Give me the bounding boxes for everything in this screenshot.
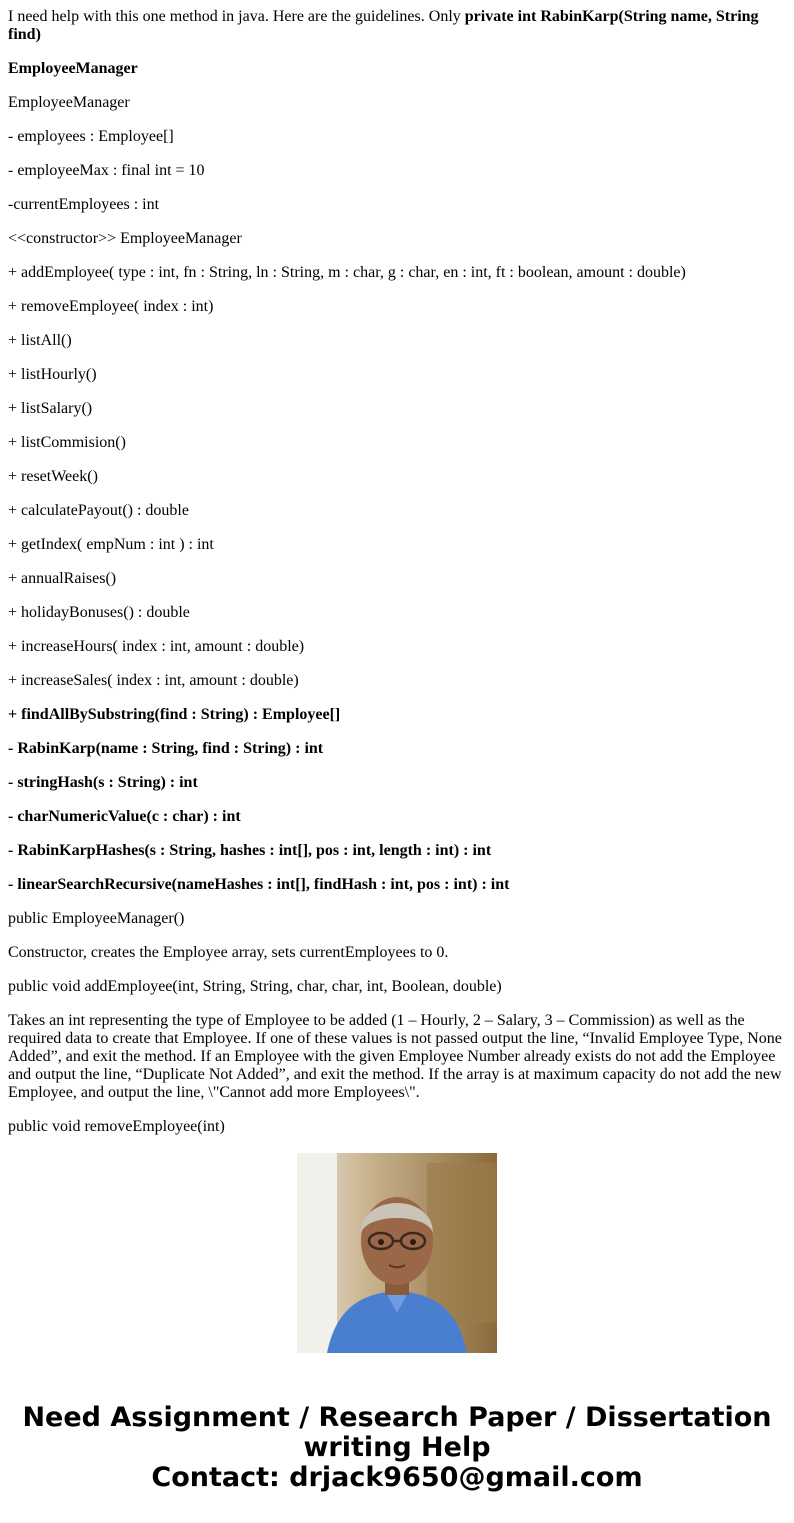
uml-member — [8, 842, 786, 860]
uml-member: - employeeMax : final int = 10 — [8, 162, 205, 179]
writing-help-ad — [0, 1403, 794, 1493]
ad-line-2: writing Help — [303, 1432, 491, 1463]
intro-paragraph — [8, 8, 786, 44]
author-portrait-photo — [297, 1153, 497, 1353]
uml-member: - employees : Employee[] — [8, 128, 174, 145]
uml-member-bold: - RabinKarp(name : String, find : String) : int — [8, 740, 324, 757]
add-employee-description: Takes an int representing the type of Employee to be added (1 – Hourly, 2 – Salary, 3 – Commission) as well as the required data to create that Employee. If one of these values is not passed output the line, “Invalid Employee Type, None Added”, and exit the method. If an Employee with the given Employee Number already exists do not add the Employee and output the line, “Duplicate Not Added”, and exit the method. If the array is at maximum capacity do not add the new Employee, and output the line, \"Cannot add more Employees\". — [8, 1012, 782, 1101]
uml-member: + removeEmployee( index : int) — [8, 298, 214, 315]
class-name: EmployeeManager — [8, 94, 130, 111]
uml-member: + addEmployee( type : int, fn : String, ln : String, m : char, g : char, en : int, ft : boolean, amount : double) — [8, 264, 686, 281]
uml-member: + increaseSales( index : int, amount : double) — [8, 672, 299, 689]
uml-member: + holidayBonuses() : double — [8, 604, 190, 621]
uml-member: + listCommision() — [8, 434, 126, 451]
constructor-signature: public EmployeeManager() — [8, 910, 185, 927]
uml-member-bold: + findAllBySubstring(find : String) : Employee[] — [8, 706, 341, 723]
uml-member: + listSalary() — [8, 400, 93, 417]
uml-member: + annualRaises() — [8, 570, 117, 587]
uml-member — [8, 876, 786, 894]
uml-member — [8, 774, 786, 792]
intro-text: I need help with this one method in java. Here are the guidelines. Only — [8, 8, 465, 25]
uml-member-bold: - stringHash(s : String) : int — [8, 774, 198, 791]
uml-member: + getIndex( empNum : int ) : int — [8, 536, 214, 553]
author-portrait-icon — [297, 1153, 497, 1353]
ad-contact-email[interactable]: Contact: drjack9650@gmail.com — [151, 1462, 643, 1493]
section-heading-text: EmployeeManager — [8, 60, 138, 77]
section-heading — [8, 60, 786, 78]
uml-member: + listHourly() — [8, 366, 97, 383]
ad-line-1: Need Assignment / Research Paper / Dissertation — [22, 1402, 772, 1433]
constructor-description: Constructor, creates the Employee array, sets currentEmployees to 0. — [8, 944, 449, 961]
uml-member-bold: - charNumericValue(c : char) : int — [8, 808, 241, 825]
uml-member — [8, 706, 786, 724]
remove-employee-signature: public void removeEmployee(int) — [8, 1118, 225, 1135]
uml-member — [8, 808, 786, 826]
uml-member: + increaseHours( index : int, amount : double) — [8, 638, 305, 655]
uml-member: + calculatePayout() : double — [8, 502, 189, 519]
uml-member-bold: - linearSearchRecursive(nameHashes : int[], findHash : int, pos : int) : int — [8, 876, 510, 893]
uml-member: + resetWeek() — [8, 468, 98, 485]
uml-member: + listAll() — [8, 332, 72, 349]
target-method: private int RabinKarp(String name, String find) — [8, 8, 759, 43]
uml-member-bold: - RabinKarpHashes(s : String, hashes : int[], pos : int, length : int) : int — [8, 842, 492, 859]
add-employee-signature: public void addEmployee(int, String, String, char, char, int, Boolean, double) — [8, 978, 502, 995]
uml-member-list — [8, 128, 786, 894]
uml-member: <<constructor>> EmployeeManager — [8, 230, 242, 247]
uml-member: -currentEmployees : int — [8, 196, 160, 213]
uml-member — [8, 740, 786, 758]
question-body — [8, 8, 786, 1135]
